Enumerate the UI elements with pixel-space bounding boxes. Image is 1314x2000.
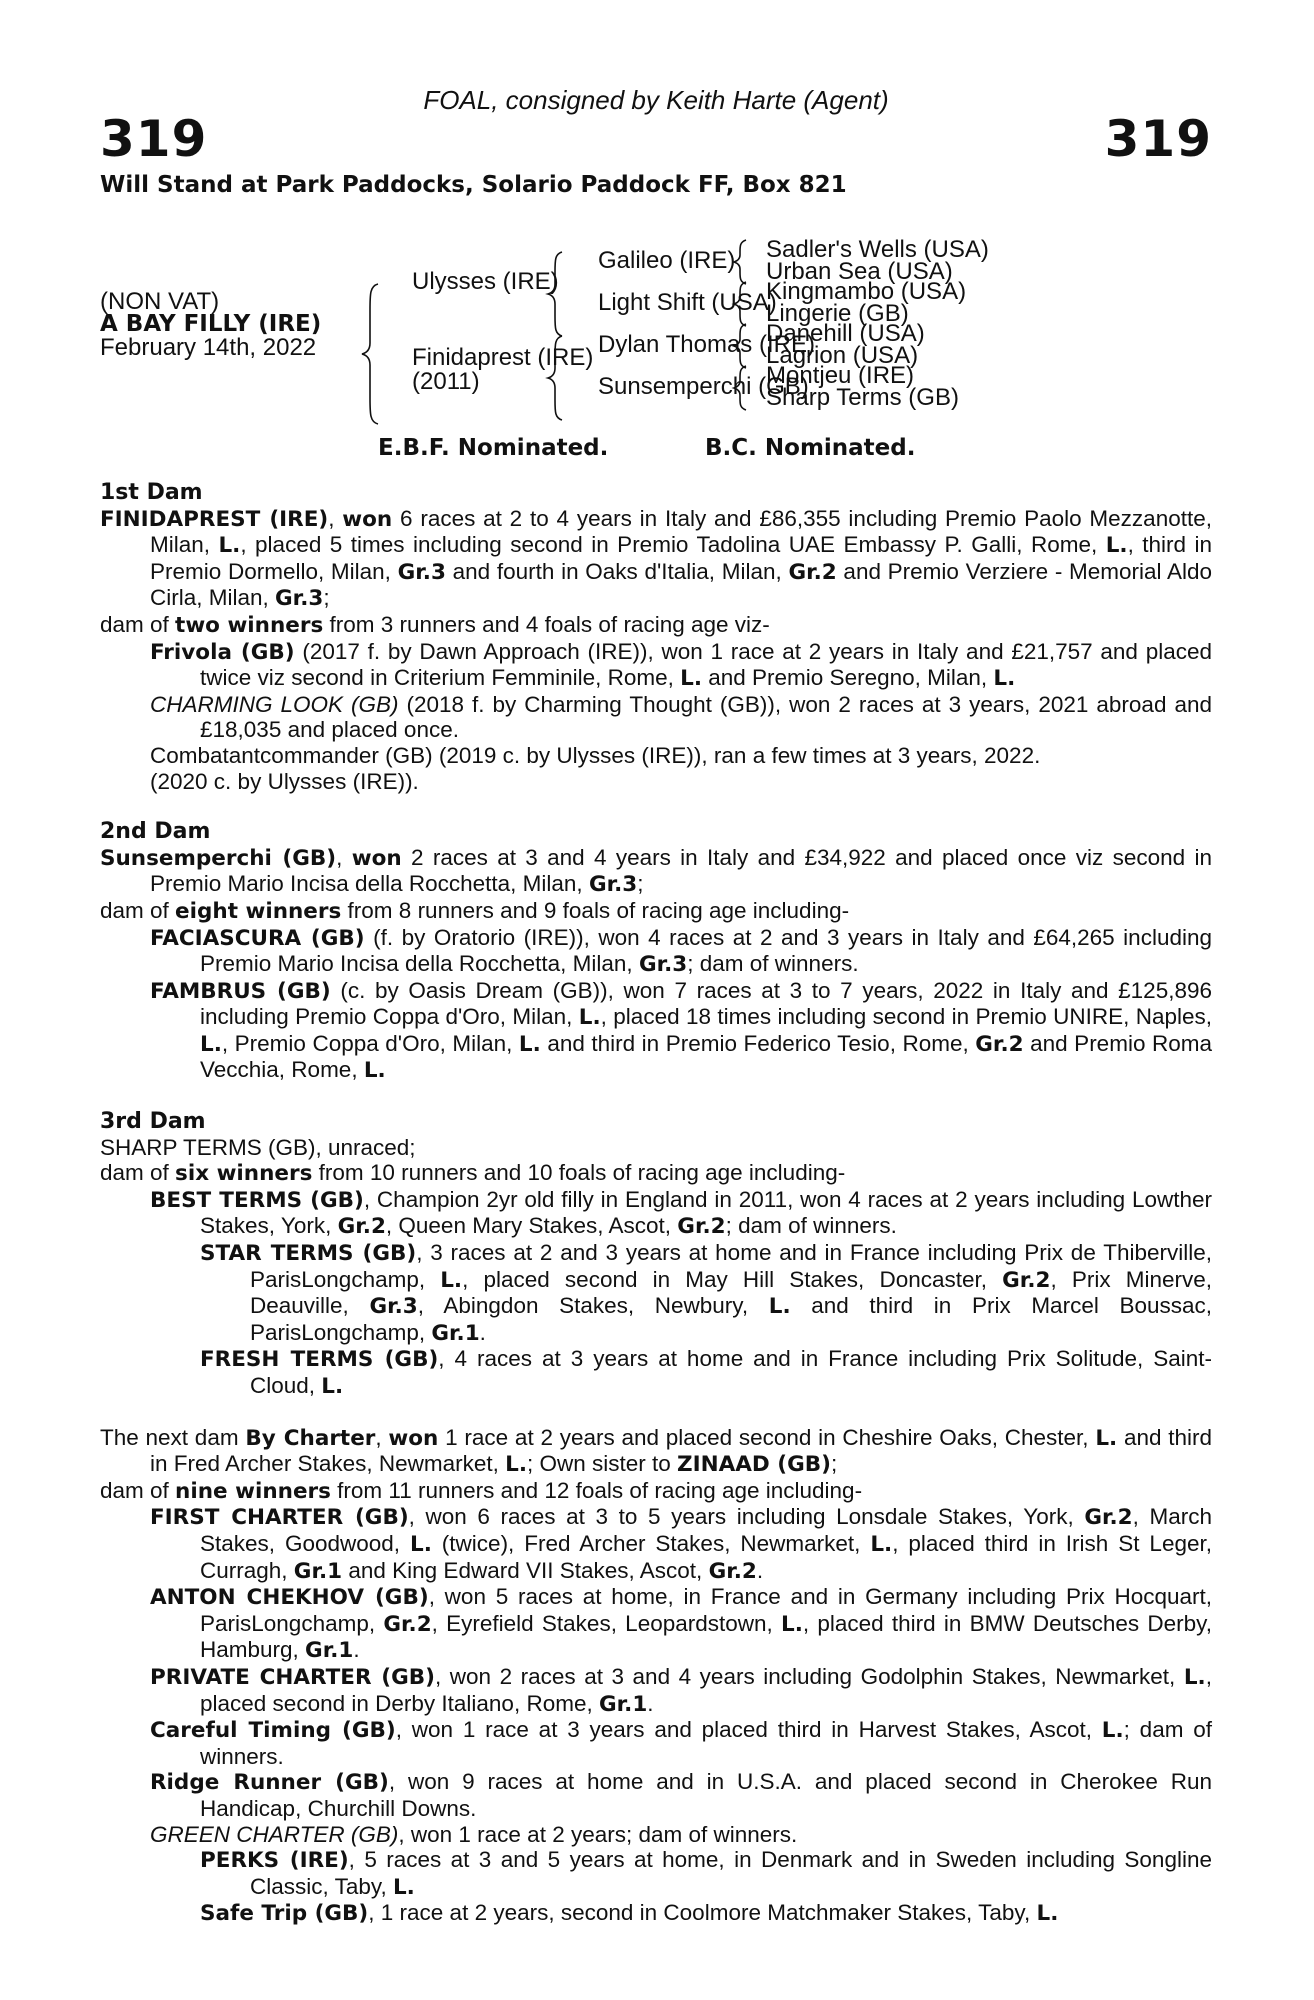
horse-name: A BAY FILLY (IRE) — [100, 311, 322, 337]
bold-run: L. — [1036, 1901, 1059, 1927]
text-run: , 4 races at 3 years at home and in France including Prix Solitude, Saint-Cloud, — [250, 1346, 1212, 1398]
pedigree-gen3-7: Montjeu (IRE) — [766, 362, 915, 389]
bold-run: won — [351, 845, 402, 871]
bold-run: L. — [1183, 1664, 1206, 1690]
text-run: , won 6 races at 3 to 5 years including Lonsdale Stakes, York, — [408, 1504, 1085, 1530]
produce-entry — [100, 639, 1212, 692]
text-run: ; dam of winners. — [725, 1213, 897, 1239]
pedigree-gen3-1: Sadler's Wells (USA) — [766, 236, 989, 263]
pedigree-dam-year: (2011) — [412, 368, 480, 395]
bold-run: FRESH TERMS (GB) — [200, 1347, 439, 1373]
text-run: and Premio Seregno, Milan, — [702, 665, 994, 691]
text-run: (2020 c. by Ulysses (IRE)). — [150, 768, 419, 794]
bold-run: Gr.1 — [431, 1320, 480, 1346]
foaling-date: February 14th, 2022 — [100, 334, 317, 361]
produce-entry — [100, 1717, 1212, 1769]
text-run: dam of — [100, 897, 176, 923]
bold-run: By Charter — [245, 1425, 376, 1451]
text-run: , — [336, 844, 352, 870]
bold-run: Ridge Runner (GB) — [150, 1770, 389, 1796]
text-run: and Premio Verziere - Memorial Aldo Cirla, Milan, — [150, 558, 1213, 611]
text-run: , — [375, 1424, 389, 1450]
text-run: (2018 f. by Charming Thought (GB)), won 2 races at 3 years, 2021 abroad and £18,035 and placed once. — [200, 691, 1212, 743]
produce-entry — [100, 743, 1212, 769]
bold-run: Safe Trip (GB) — [200, 1901, 369, 1927]
text-run: from 8 runners and 9 foals of racing age including- — [341, 897, 850, 923]
text-run: . — [353, 1637, 360, 1663]
bold-run: Gr.3 — [638, 952, 688, 978]
text-run: (f. by Oratorio (IRE)), won 4 races at 2 and 3 years in Italy and £64,265 including Premio Mario Incisa della Rocchetta, Milan, — [200, 924, 1212, 977]
produce-entry — [100, 1769, 1212, 1821]
bold-run: Gr.2 — [1002, 1267, 1051, 1293]
third-dam-summary — [100, 1135, 1212, 1161]
text-run: , placed second in Derby Italiano, Rome, — [200, 1663, 1212, 1716]
pedigree-gen3-5: Danehill (USA) — [766, 320, 925, 347]
third-dam-produce-line — [100, 1160, 1212, 1187]
text-run: ; dam of winners. — [687, 951, 859, 977]
text-run: , third in Premio Dormello, Milan, — [150, 532, 1212, 584]
bold-run: L. — [321, 1374, 344, 1399]
text-run: , Eyrefield Stakes, Leopardstown, — [431, 1610, 782, 1636]
text-run: and King Edward VII Stakes, Ascot, — [342, 1557, 709, 1583]
bracket-g-1 — [734, 240, 746, 284]
text-run: and third in Fred Archer Stakes, Newmarket, — [150, 1424, 1213, 1477]
text-run: , placed 18 times including second in Premio UNIRE, Naples, — [600, 1004, 1212, 1030]
bold-run: L. — [392, 1874, 415, 1900]
bold-run: FACIASCURA (GB) — [150, 925, 365, 951]
text-run: dam of — [100, 1160, 176, 1186]
first-dam-produce-line — [100, 612, 1212, 639]
text-run: , Abingdon Stakes, Newbury, — [417, 1293, 769, 1319]
text-run: , placed 5 times including second in Premio Tadolina UAE Embassy P. Galli, Rome, — [240, 532, 1106, 558]
produce-entry — [100, 769, 1212, 795]
bold-run: won — [388, 1425, 439, 1451]
bold-run: L. — [363, 1058, 386, 1084]
text-run: SHARP TERMS (GB), unraced; — [100, 1134, 416, 1160]
bold-run: Frivola (GB) — [150, 639, 295, 665]
produce-entry — [100, 1822, 1212, 1848]
stabling-info: Will Stand at Park Paddocks, Solario Paddock FF, Box 821 — [100, 172, 847, 198]
pedigree-gen3-8: Sharp Terms (GB) — [766, 384, 959, 411]
bold-run: Gr.3 — [588, 872, 638, 898]
bold-run: PERKS (IRE) — [200, 1848, 349, 1874]
produce-entry — [100, 1346, 1212, 1399]
first-dam-summary — [100, 506, 1212, 612]
text-run: , won 2 races at 3 and 4 years including Godolphin Stakes, Newmarket, — [434, 1663, 1184, 1689]
text-run: from 10 runners and 10 foals of racing age including- — [312, 1160, 846, 1186]
bold-run: L. — [781, 1611, 803, 1637]
bold-run: L. — [870, 1531, 893, 1557]
text-run: , 3 races at 2 and 3 years at home and in France including Prix de Thiberville, ParisLongchamp, — [250, 1240, 1212, 1292]
pedigree-gen3-4: Lingerie (GB) — [766, 300, 909, 327]
text-run: ; dam of winners. — [200, 1717, 1212, 1769]
italic-run: GREEN CHARTER (GB) — [150, 1821, 399, 1847]
pedigree-gen3-2: Urban Sea (USA) — [766, 258, 953, 285]
bold-run: Sunsemperchi (GB) — [100, 845, 337, 871]
second-dam-heading: 2nd Dam — [100, 819, 211, 845]
text-run: ; Own sister to — [527, 1451, 678, 1477]
text-run: , won 1 race at 3 years and placed third in Harvest Stakes, Ascot, — [395, 1717, 1102, 1743]
text-run: Combatantcommander (GB) (2019 c. by Ulysses (IRE)), ran a few times at 3 years, 2022. — [150, 742, 1041, 768]
text-run: , — [328, 505, 343, 531]
produce-entry — [100, 1847, 1212, 1900]
text-run: ; — [637, 871, 644, 897]
pedigree-sire-sire: Galileo (IRE) — [598, 247, 736, 274]
pedigree-sire-dam: Light Shift (USA) — [598, 289, 777, 316]
bold-run: STAR TERMS (GB) — [200, 1241, 417, 1267]
pedigree-dam: Finidaprest (IRE) — [412, 344, 594, 371]
text-run: dam of — [100, 611, 176, 637]
bold-run: won — [342, 506, 393, 532]
bold-run: Gr.1 — [598, 1691, 648, 1717]
bold-run: L. — [505, 1452, 527, 1478]
bold-run: L. — [578, 1005, 601, 1031]
bold-run: L. — [518, 1031, 541, 1057]
text-run: ; — [830, 1451, 838, 1477]
text-run: (twice), Fred Archer Stakes, Newmarket, — [431, 1530, 871, 1556]
pedigree-table — [100, 200, 1212, 520]
text-run: . — [479, 1319, 486, 1345]
text-run: . — [756, 1557, 764, 1583]
bold-run: L. — [768, 1294, 791, 1320]
bold-run: Gr.2 — [1084, 1505, 1133, 1531]
bold-run: FINIDAPREST (IRE) — [100, 506, 329, 532]
text-run: from 11 runners and 12 foals of racing age including- — [330, 1477, 863, 1503]
bold-run: ANTON CHEKHOV (GB) — [150, 1585, 429, 1611]
text-run: , Prix Minerve, Deauville, — [250, 1266, 1212, 1319]
text-run: The next dam — [100, 1424, 246, 1450]
italic-run: CHARMING LOOK (GB) — [150, 691, 399, 717]
bold-run: L. — [440, 1267, 463, 1293]
bold-run: Gr.2 — [975, 1031, 1024, 1057]
text-run: , placed third in BMW Deutsches Derby, Hamburg, — [200, 1610, 1213, 1663]
bold-run: two winners — [175, 612, 324, 638]
bold-run: L. — [410, 1531, 432, 1557]
text-run: 6 races at 2 to 4 years in Italy and £86,355 including Premio Paolo Mezzanotte, Milan, — [150, 505, 1212, 558]
bold-run: nine winners — [175, 1478, 331, 1504]
text-run: ; — [323, 585, 330, 611]
bold-run: Gr.2 — [337, 1214, 386, 1240]
bc-nomination: B.C. Nominated. — [705, 435, 916, 461]
lot-number-right: 319 — [1104, 110, 1212, 168]
second-dam-summary — [100, 845, 1212, 898]
bold-run: six winners — [175, 1161, 313, 1187]
third-dam-heading: 3rd Dam — [100, 1109, 206, 1135]
pedigree-gen3-6: Lagrion (USA) — [766, 342, 919, 369]
text-run: 1 race at 2 years and placed second in Cheshire Oaks, Chester, — [438, 1424, 1096, 1450]
second-dam-produce-line — [100, 898, 1212, 925]
produce-entry — [100, 1900, 1212, 1927]
lot-number-left: 319 — [100, 110, 208, 168]
vat-status: (NON VAT) — [100, 288, 220, 315]
bold-run: Gr.2 — [677, 1214, 726, 1240]
bold-run: PRIVATE CHARTER (GB) — [150, 1664, 435, 1690]
bold-run: Gr.3 — [275, 586, 324, 612]
bold-run: L. — [680, 666, 702, 692]
next-dam-summary — [100, 1425, 1212, 1478]
pedigree-dam-sire: Dylan Thomas (IRE) — [598, 331, 815, 358]
text-run: , March Stakes, Goodwood, — [200, 1504, 1212, 1556]
pedigree-dam-dam: Sunsemperchi (GB) — [598, 373, 809, 400]
text-run: and third in Premio Federico Tesio, Rome, — [540, 1030, 976, 1056]
bold-run: FAMBRUS (GB) — [150, 978, 331, 1004]
produce-record — [100, 480, 1212, 1927]
pedigree-sire: Ulysses (IRE) — [412, 268, 559, 295]
bold-run: L. — [1095, 1425, 1118, 1451]
text-run: and third in Prix Marcel Boussac, ParisLongchamp, — [250, 1293, 1213, 1345]
produce-entry — [100, 1187, 1212, 1240]
text-run: , placed second in May Hill Stakes, Doncaster, — [462, 1266, 1003, 1292]
bold-run: L. — [218, 533, 241, 559]
bold-run: Careful Timing (GB) — [150, 1718, 396, 1744]
text-run: . — [647, 1690, 654, 1716]
produce-entry — [100, 978, 1212, 1084]
bold-run: L. — [1101, 1718, 1124, 1744]
next-dam-produce-line — [100, 1478, 1212, 1505]
produce-entry — [100, 1584, 1212, 1664]
bold-run: Gr.1 — [305, 1638, 354, 1664]
text-run: , won 1 race at 2 years; dam of winners. — [398, 1821, 798, 1847]
produce-entry — [100, 925, 1212, 978]
text-run: from 3 runners and 4 foals of racing age viz- — [323, 611, 770, 637]
text-run: , Premio Coppa d'Oro, Milan, — [221, 1030, 519, 1056]
bold-run: L. — [993, 666, 1016, 692]
bold-run: Gr.1 — [293, 1558, 343, 1584]
text-run: and Premio Roma Vecchia, Rome, — [200, 1030, 1212, 1083]
produce-entry — [100, 1504, 1212, 1584]
bold-run: Gr.2 — [708, 1558, 757, 1584]
text-run: , won 5 races at home, in France and in Germany including Prix Hocquart, ParisLongchamp, — [200, 1584, 1212, 1636]
bold-run: FIRST CHARTER (GB) — [150, 1505, 409, 1531]
produce-entry — [100, 692, 1212, 743]
text-run: (2017 f. by Dawn Approach (IRE)), won 1 race at 2 years in Italy and £21,757 and placed twice viz second in Criterium Femminile, Rome, — [200, 638, 1212, 691]
bold-run: Gr.3 — [369, 1294, 418, 1320]
bracket-horse — [362, 284, 378, 424]
bold-run: ZINAAD (GB) — [677, 1452, 831, 1478]
text-run: , Champion 2yr old filly in England in 2011, won 4 races at 2 years including Lowther Stakes, York, — [200, 1186, 1212, 1239]
bold-run: L. — [200, 1031, 222, 1057]
text-run: , Queen Mary Stakes, Ascot, — [385, 1213, 678, 1239]
text-run: , 5 races at 3 and 5 years at home, in Denmark and in Sweden including Songline Classic, Taby, — [250, 1847, 1212, 1899]
bold-run: eight winners — [175, 898, 342, 924]
bold-run: Gr.3 — [397, 559, 446, 585]
bold-run: BEST TERMS (GB) — [150, 1187, 364, 1213]
bold-run: L. — [1105, 533, 1128, 559]
bold-run: Gr.2 — [383, 1611, 432, 1637]
produce-entry — [100, 1664, 1212, 1717]
bold-run: Gr.2 — [788, 559, 837, 585]
first-dam-heading: 1st Dam — [100, 480, 203, 505]
text-run: , won 9 races at home and in U.S.A. and placed second in Cherokee Run Handicap, Churchill Downs. — [200, 1769, 1213, 1821]
text-run: dam of — [100, 1477, 176, 1503]
text-run: and fourth in Oaks d'Italia, Milan, — [445, 558, 789, 584]
text-run: (c. by Oasis Dream (GB)), won 7 races at 3 to 7 years, 2022 in Italy and £125,896 including Premio Coppa d'Oro, Milan, — [200, 977, 1212, 1030]
pedigree-gen3-3: Kingmambo (USA) — [766, 278, 967, 305]
text-run: 2 races at 3 and 4 years in Italy and £34,922 and placed once viz second in Premio Mario Incisa della Rocchetta, Milan, — [150, 844, 1212, 897]
consignor-line: FOAL, consigned by Keith Harte (Agent) — [423, 85, 889, 115]
text-run: , placed third in Irish St Leger, Curragh, — [200, 1530, 1212, 1583]
produce-entry — [100, 1240, 1212, 1346]
text-run: , 1 race at 2 years, second in Coolmore Matchmaker Stakes, Taby, — [368, 1900, 1037, 1926]
ebf-nomination: E.B.F. Nominated. — [378, 435, 609, 461]
